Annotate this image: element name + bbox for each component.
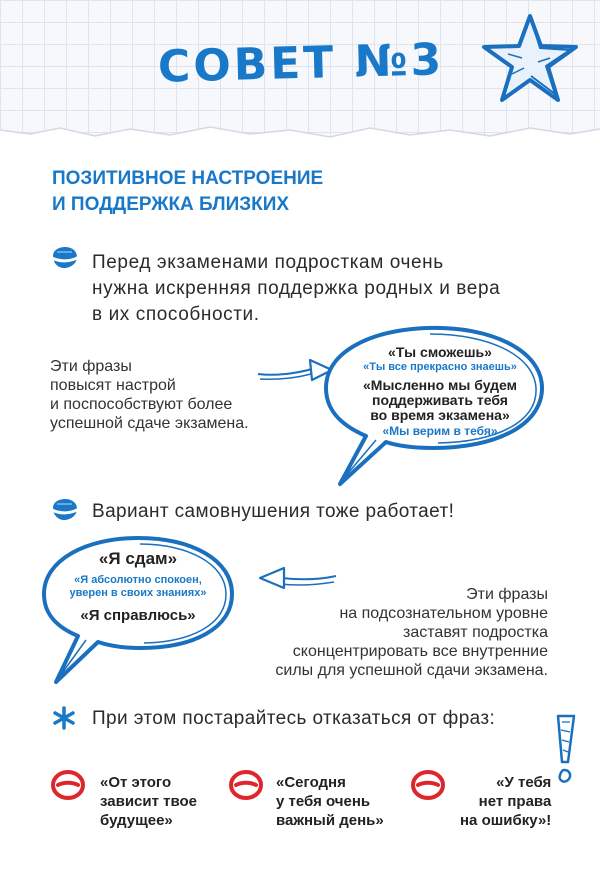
note-line: сконцентрировать все внутренние xyxy=(292,643,548,660)
closed-mouth-icon xyxy=(410,768,446,802)
smile-face-icon xyxy=(50,498,80,522)
note-line: повысят настрой xyxy=(50,377,176,394)
star-doodle-icon xyxy=(478,10,582,106)
bubble-phrase-line: «Мысленно мы будем xyxy=(363,377,517,393)
support-paragraph xyxy=(92,250,562,328)
closed-mouth-icon xyxy=(50,768,86,802)
bubble-phrase xyxy=(340,378,540,423)
bubble-phrase: «Ты все прекрасно знаешь» xyxy=(363,361,517,373)
bubble-phrase: «Я справлюсь» xyxy=(80,607,196,624)
smile-face-icon xyxy=(50,246,80,270)
phrases-note-2 xyxy=(238,585,548,680)
avoid-line: «От этого xyxy=(100,774,172,791)
avoid-phrases-paragraph: При этом постарайтесь отказаться от фраз: xyxy=(92,708,496,729)
note-line: успешной сдаче экзамена. xyxy=(50,415,249,432)
bubble-phrase: «Мы верим в тебя» xyxy=(382,424,498,438)
torn-paper-edge xyxy=(0,112,600,152)
avoid-line: важный день» xyxy=(276,812,384,829)
note-line: заставят подростка xyxy=(403,624,548,641)
note-line: на подсознательном уровне xyxy=(339,605,548,622)
note-line: силы для успешной сдачи экзамена. xyxy=(275,662,548,679)
bubble-phrase-line: во время экзамена» xyxy=(370,407,510,423)
heading-line-1: ПОЗИТИВНОЕ НАСТРОЕНИЕ xyxy=(52,168,324,189)
bubble-phrase xyxy=(58,574,218,600)
avoid-line: «Сегодня xyxy=(276,774,346,791)
bubble-2-text xyxy=(58,548,218,626)
avoid-line: на ошибку»! xyxy=(460,812,552,829)
heading-line-2: И ПОДДЕРЖКА БЛИЗКИХ xyxy=(52,194,290,215)
paragraph-line: Перед экзаменами подросткам очень xyxy=(92,252,444,273)
avoid-phrase-3 xyxy=(460,773,551,830)
bubble-phrase: «Ты сможешь» xyxy=(388,344,492,360)
paragraph-line: нужна искренняя поддержка родных и вера xyxy=(92,278,501,299)
note-line: и поспособствуют более xyxy=(50,396,233,413)
bubble-phrase-line: уверен в своих знаниях» xyxy=(69,587,207,599)
exclamation-doodle-icon xyxy=(548,712,582,790)
self-suggestion-paragraph: Вариант самовнушения тоже работает! xyxy=(92,501,455,522)
bubble-phrase-line: поддерживать тебя xyxy=(372,392,508,408)
avoid-phrase-1 xyxy=(100,773,197,830)
closed-mouth-icon xyxy=(228,768,264,802)
avoid-phrase-2 xyxy=(276,773,384,830)
avoid-line: нет права xyxy=(478,793,552,810)
bubble-phrase: «Я сдам» xyxy=(98,549,178,568)
avoid-line: «У тебя xyxy=(496,774,552,791)
note-line: Эти фразы xyxy=(50,358,132,375)
avoid-line: будущее» xyxy=(100,812,173,829)
section-heading xyxy=(52,166,412,218)
note-line: Эти фразы xyxy=(466,586,548,603)
avoid-line: у тебя очень xyxy=(276,793,371,810)
bubble-1-text xyxy=(340,344,540,440)
page-title: СОВЕТ №3 xyxy=(157,34,445,93)
bubble-phrase-line: «Я абсолютно спокоен, xyxy=(74,574,202,586)
asterisk-icon xyxy=(52,706,76,730)
paragraph-line: в их способности. xyxy=(92,304,260,325)
avoid-line: зависит твое xyxy=(100,793,197,810)
